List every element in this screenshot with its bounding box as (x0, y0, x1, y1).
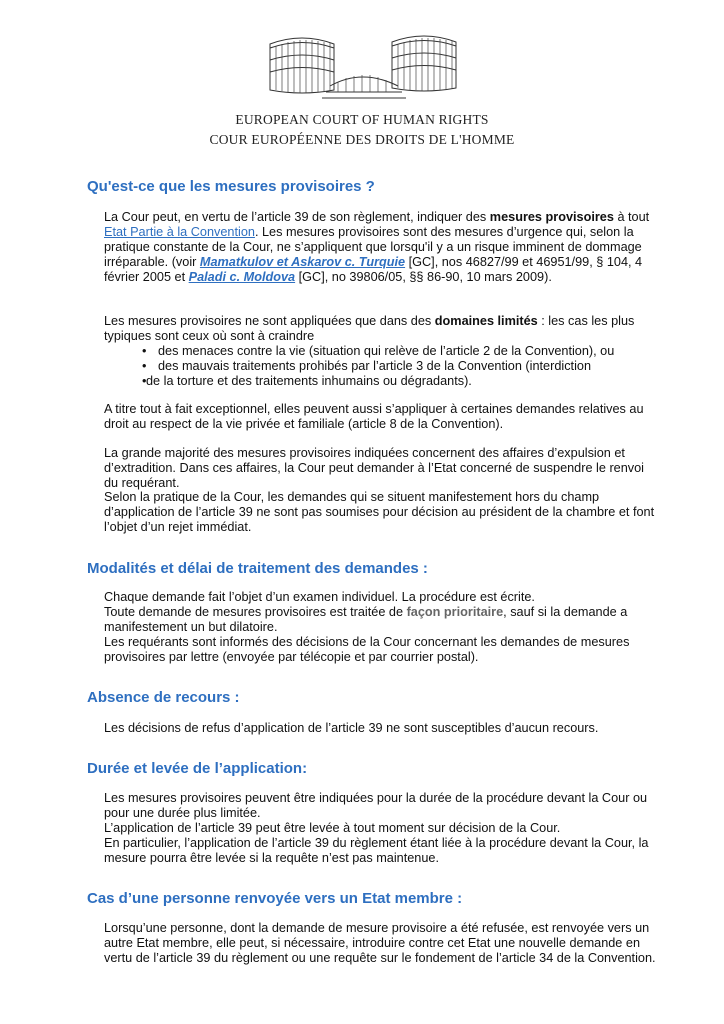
paragraph-exceptionnel: A titre tout à fait exceptionnel, elles peuvent aussi s’appliquer à certaines demandes relatives au droit au respect de la vie privée et familiale (article 8 de la Convention). (104, 402, 644, 431)
header (0, 30, 724, 147)
court-name-fr: COUR EUROPÉENNE DES DROITS DE L'HOMME (209, 132, 515, 147)
section-title-duree: Durée et levée de l’application: (87, 760, 308, 777)
link-etat-partie[interactable]: Etat Partie à la Convention (104, 225, 255, 239)
paragraph-expulsion: La grande majorité des mesures provisoires indiquées concernent des affaires d’expulsion et d’extradition. Dans ces affaires, la Cour peut demander à l’Etat concerné de suspendre le renvoi du requérant. (104, 446, 644, 490)
paragraph-particulier: En particulier, l’application de l’article 39 du règlement étant liée à la procédure devant la Cour, la mesure pourra être levée si la requête n’est pas maintenue. (104, 836, 649, 865)
section-title-renvoi: Cas d’une personne renvoyée vers un Etat membre : (87, 890, 463, 907)
paragraph-information: Les requérants sont informés des décisions de la Cour concernant les demandes de mesures provisoires par lettre (envoyée par télécopie et par courrier postal). (104, 635, 630, 664)
link-paladi[interactable]: Paladi c. Moldova (188, 270, 296, 284)
link-mamatkulov[interactable]: Mamatkulov et Askarov c. Turquie (199, 255, 406, 269)
paragraph-levee: L’application de l’article 39 peut être levée à tout moment sur décision de la Cour. (104, 821, 561, 835)
section-title-modalites: Modalités et délai de traitement des demandes : (87, 560, 428, 577)
list-item: • des menaces contre la vie (situation qui relève de l’article 2 de la Convention), ou (104, 344, 664, 359)
section-title-mesures: Qu'est-ce que les mesures provisoires ? (87, 178, 375, 195)
paragraph-examen: Chaque demande fait l’objet d’un examen individuel. La procédure est écrite. (104, 590, 535, 604)
paragraph-duree: Les mesures provisoires peuvent être indiquées pour la durée de la procédure devant la Cour ou pour une durée plus limitée. (104, 791, 648, 820)
paragraph-prioritaire: Toute demande de mesures provisoires est traitée de façon prioritaire, sauf si la demande a manifestement un but dilatoire. (104, 605, 628, 634)
list-item-continuation: • de la torture et des traitements inhumains ou dégradants). (104, 374, 664, 389)
paragraph-pratique: Selon la pratique de la Cour, les demandes qui se situent manifestement hors du champ d’application de l’article 39 ne sont pas soumises pour décision au président de la chambre et font l’objet d’un rejet immédiat. (104, 490, 655, 534)
paragraph-domaines: Les mesures provisoires ne sont appliquées que dans des domaines limités : les cas les plus typiques sont ceux où sont à craindre (104, 314, 635, 343)
section-title-recours: Absence de recours : (87, 689, 240, 706)
paragraph-renvoi: Lorsqu’une personne, dont la demande de mesure provisoire a été refusée, est renvoyée vers un autre Etat membre, elle peut, si nécessaire, introduire contre cet Etat une nouvelle demande en vertu de l’article 39 du règlement ou une requête sur le fondement de l’article 34 de la Convention. (104, 921, 656, 965)
paragraph-recours: Les décisions de refus d’application de l’article 39 ne sont susceptibles d’aucun recours. (104, 721, 599, 735)
paragraph-intro: La Cour peut, en vertu de l’article 39 de son règlement, indiquer des mesures provisoires à tout Etat Partie à la Convention. Les mesures provisoires sont des mesures d’urgence qui, selon la pratique constante de la Cour, ne s’appliquent que lorsqu'il y a un risque imminent de dommage irréparable. (voir Mamatkulov et Askarov c. Turquie [GC], nos 46827/99 et 46951/99, § 104, 4 février 2005 et Paladi c. Moldova [GC], no 39806/05, §§ 86-90, 10 mars 2009). (104, 210, 650, 284)
court-name-en: EUROPEAN COURT OF HUMAN RIGHTS (235, 112, 489, 127)
court-building-logo (242, 30, 482, 108)
list-item: • des mauvais traitements prohibés par l’article 3 de la Convention (interdiction (104, 359, 664, 374)
list-domaines (104, 344, 664, 389)
